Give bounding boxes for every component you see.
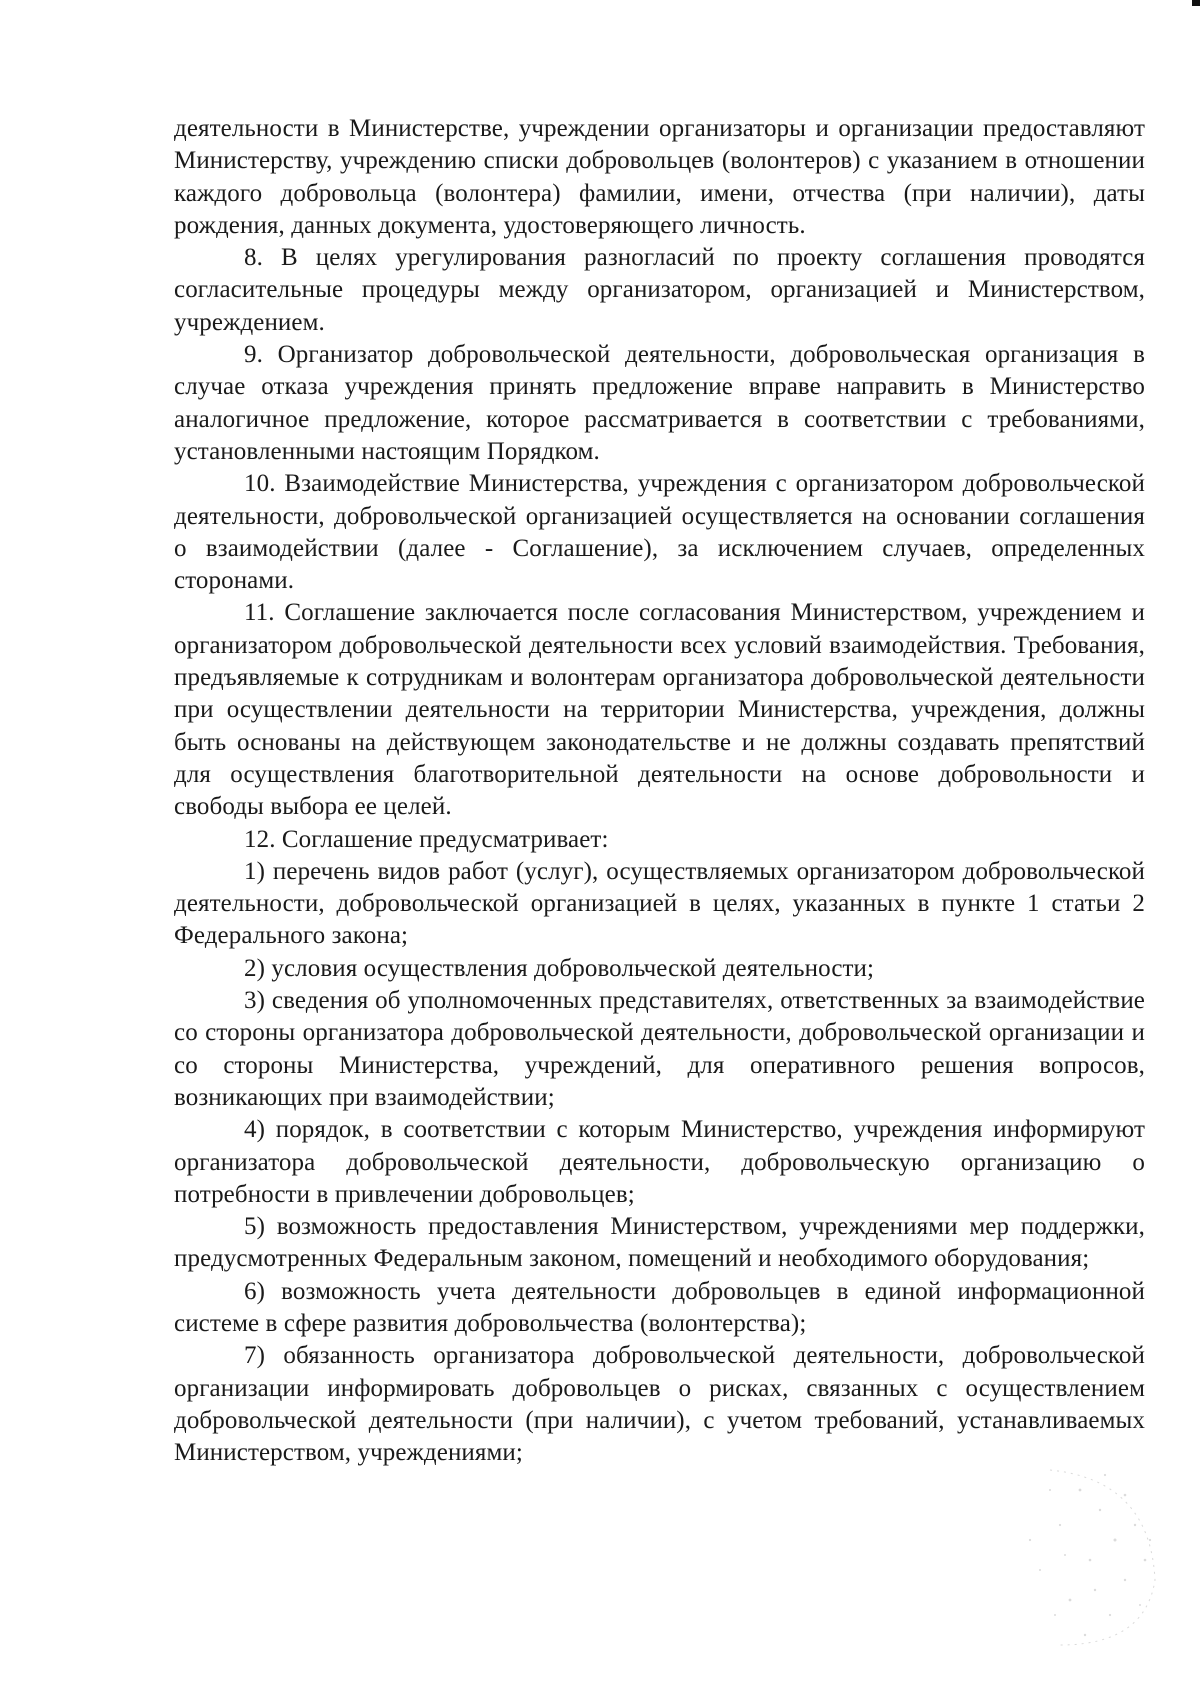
paragraph-item-12: 12. Соглашение предусматривает: bbox=[244, 825, 609, 853]
list-item-2: 2) условия осуществления добровольческой деятельности; bbox=[244, 954, 875, 982]
paragraph-item-11: 11. Соглашение заключается после согласования Министерством, учреждением и организатором добровольческой деятельности всех условий взаимодействия. Требования, предъявляемые к сотрудникам и волонтерам организатора добровольческой деятельности при осуществлении деятельности на территории Министерства, учреждения, должны быть основаны на действующем законодательстве и не должны создавать препятствий для осуществления благотворительной деятельности на основе добровольности и свободы выбора ее целей. bbox=[174, 599, 1145, 821]
document-body bbox=[174, 113, 1145, 1469]
paragraph-continuation: деятельности в Министерстве, учреждении организаторы и организации предоставляют Министерству, учреждению списки добровольцев (волонтеров) с указанием в отношении каждого добровольца (волонтера) фамилии, имени, отчества (при наличии), даты рождения, данных документа, удостоверяющего личность. bbox=[174, 115, 1145, 239]
paragraph-item-8: 8. В целях урегулирования разногласий по проекту соглашения проводятся согласительные процедуры между организатором, организацией и Министерством, учреждением. bbox=[174, 244, 1145, 336]
scan-corner-mark bbox=[1192, 0, 1200, 6]
list-item-6: 6) возможность учета деятельности добровольцев в единой информационной системе в сфере развития добровольчества (волонтерства); bbox=[174, 1277, 1145, 1337]
paragraph-item-10: 10. Взаимодействие Министерства, учреждения с организатором добровольческой деятельности, добровольческой организацией осуществляется на основании соглашения о взаимодействии (далее - Соглашение), за исключением случаев, определенных сторонами. bbox=[174, 470, 1145, 595]
list-item-1: 1) перечень видов работ (услуг), осуществляемых организатором добровольческой деятельности, добровольческой организацией в целях, указанных в пункте 1 статьи 2 Федерального закона; bbox=[174, 857, 1145, 950]
list-item-4: 4) порядок, в соответствии с которым Министерство, учреждения информируют организатора добровольческой деятельности, добровольческую организацию о потребности в привлечении добровольцев; bbox=[174, 1116, 1145, 1208]
list-item-5: 5) возможность предоставления Министерством, учреждениями мер поддержки, предусмотренных Федеральным законом, помещений и необходимого оборудования; bbox=[174, 1213, 1145, 1273]
list-item-7: 7) обязанность организатора добровольческой деятельности, добровольческой организации информировать добровольцев о рисках, связанных с осуществлением добровольческой деятельности (при наличии), с учетом требований, устанавливаемых Министерством, учреждениями; bbox=[174, 1342, 1145, 1467]
paragraph-item-9: 9. Организатор добровольческой деятельности, добровольческая организация в случае отказа учреждения принять предложение вправе направить в Министерство аналогичное предложение, которое рассматривается в соответствии с требованиями, установленными настоящим Порядком. bbox=[174, 341, 1145, 465]
list-item-3: 3) сведения об уполномоченных представителях, ответственных за взаимодействие со стороны организатора добровольческой деятельности, добровольческой организации и со стороны Министерства, учреждений, для оперативного решения вопросов, возникающих при взаимодействии; bbox=[174, 987, 1145, 1111]
